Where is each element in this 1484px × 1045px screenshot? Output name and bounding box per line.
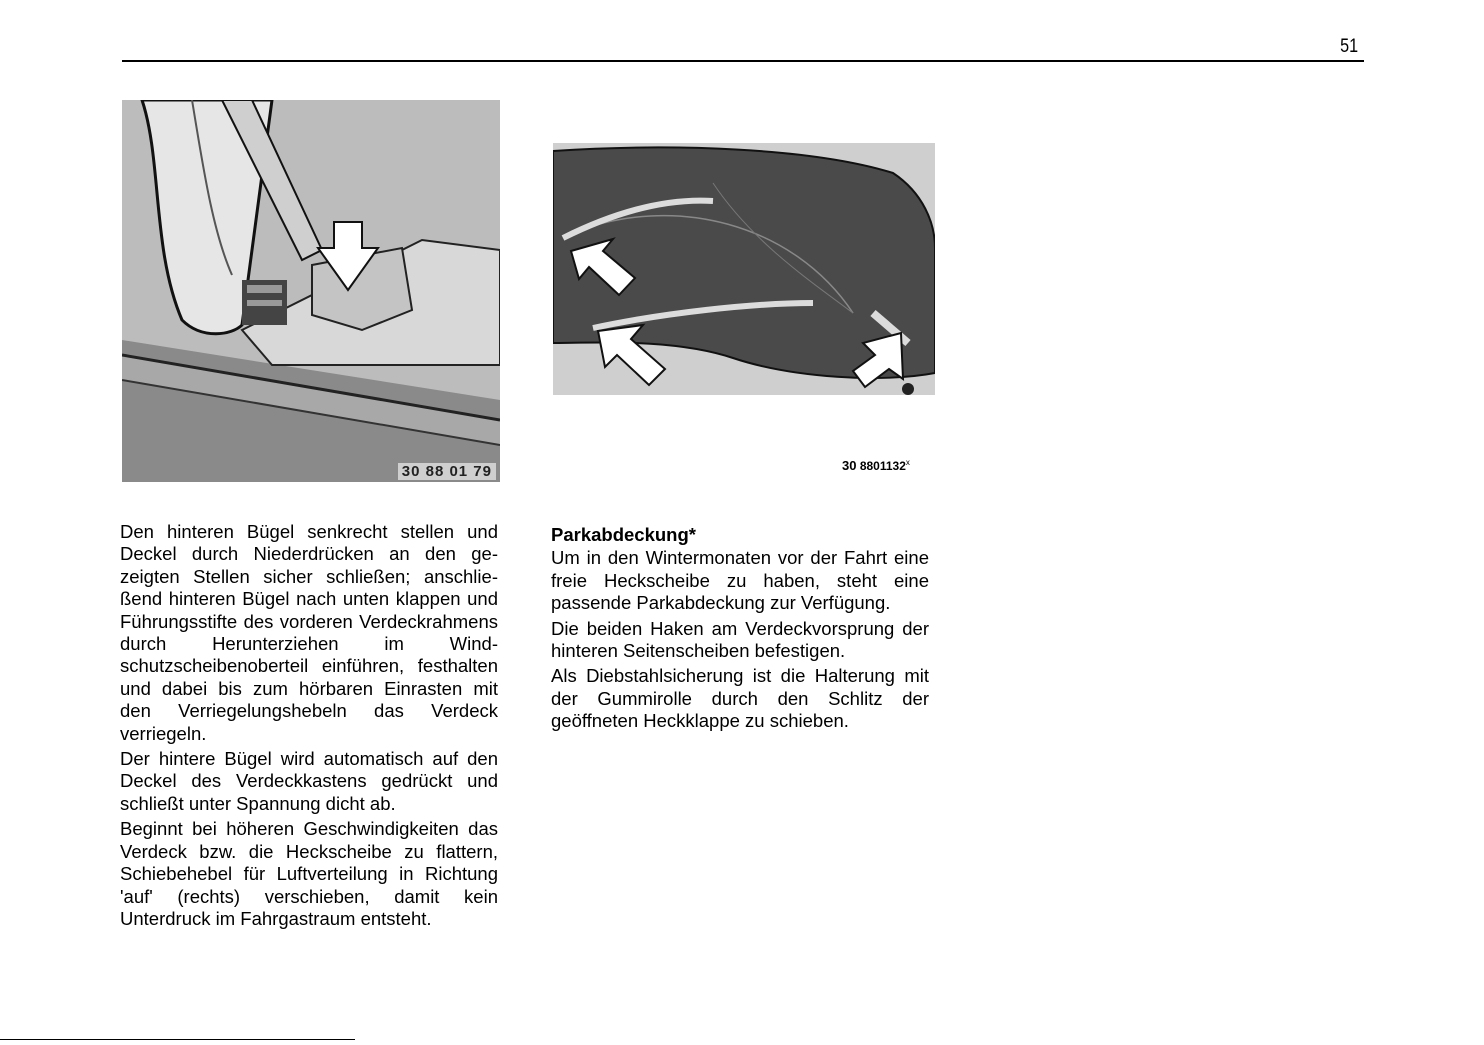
figure-code-prefix: 30 [842, 458, 857, 473]
page-number: 51 [1340, 36, 1358, 57]
illustration-top-frame [122, 100, 500, 482]
figure-code-suffix: x [905, 458, 910, 467]
right-text-column [551, 524, 929, 735]
paragraph: Als Diebstahlsicherung ist die Halterung mit der Gummirolle durch den Schlitz der geöffneten Heckklappe zu schieben. [551, 665, 929, 732]
paragraph: Beginnt bei höheren Geschwindigkeiten das Verdeck bzw. die Heckscheibe zu flattern, Schiebehebel für Luftverteilung in Richtung 'auf' (rechts) verschieben, damit kein Unterdruck im Fahrgastraum entsteht. [120, 818, 498, 929]
figure-code-right [842, 458, 910, 473]
paragraph: Die beiden Haken am Verdeckvorsprung der hinteren Seitenscheiben befestigen. [551, 617, 929, 662]
illustration-parking-cover [553, 143, 935, 395]
section-heading: Parkabdeckung* [551, 524, 696, 545]
paragraph: Der hintere Bügel wird automatisch auf den Deckel des Verdeckkastens gedrückt und schließt unter Spannung dicht ab. [120, 748, 498, 814]
parking-cover-drawing [553, 143, 935, 395]
top-frame-drawing [122, 100, 500, 482]
paragraph: Den hinteren Bügel senkrecht stellen und Deckel durch Niederdrücken an den gezeigten Stellen sicher schließen; anschließend hinteren Bügel nach unten klappen und Führungsstifte des vorderen Verdeckrahmens durch Herunterziehen im Windschutzscheibenoberteil einführen, festhalten und dabei bis zum hörbaren Einrasten mit den Verriegelungshebeln das Verdeck verriegeln. [120, 521, 498, 744]
figure-code: 30 88 01 79 [398, 463, 496, 480]
footer-rule [0, 1039, 355, 1040]
left-text-column [120, 521, 498, 932]
figure-code-main: 8801132 [859, 459, 906, 473]
header-rule [122, 60, 1364, 62]
paragraph: Um in den Wintermonaten vor der Fahrt eine freie Heckscheibe zu haben, steht eine passende Parkabdeckung zur Verfügung. [551, 547, 929, 614]
